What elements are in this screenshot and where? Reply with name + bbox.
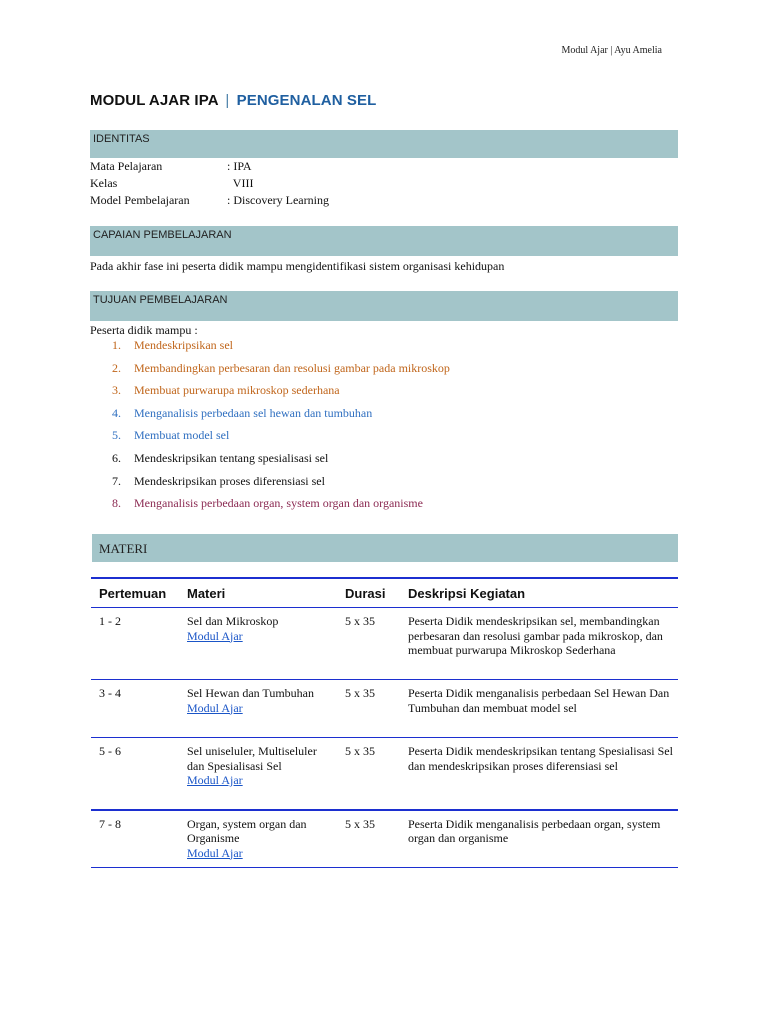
title-main: MODUL AJAR IPA bbox=[90, 92, 219, 109]
materi-text: Sel Hewan dan Tumbuhan bbox=[187, 686, 314, 700]
document-title bbox=[90, 92, 376, 109]
table-row bbox=[91, 680, 678, 738]
tujuan-item bbox=[112, 383, 450, 406]
tujuan-item bbox=[112, 338, 450, 361]
capaian-text: Pada akhir fase ini peserta didik mampu mengidentifikasi sistem organisasi kehidupan bbox=[90, 259, 505, 273]
schedule-table bbox=[91, 577, 678, 868]
tujuan-item-text: Menganalisis perbedaan sel hewan dan tumbuhan bbox=[134, 405, 373, 420]
cell-deskripsi: Peserta Didik menganalisis perbedaan Sel Hewan Dan Tumbuhan dan membuat model sel bbox=[400, 680, 678, 738]
materi-text: Sel dan Mikroskop bbox=[187, 614, 279, 628]
column-header-pertemuan: Pertemuan bbox=[91, 578, 179, 608]
tujuan-intro: Peserta didik mampu : bbox=[90, 323, 198, 337]
tujuan-item bbox=[112, 474, 450, 497]
tujuan-item-text: Mendeskripsikan tentang spesialisasi sel bbox=[134, 450, 329, 465]
identitas-key: Model Pembelajaran bbox=[90, 193, 190, 207]
page-header-author: Modul Ajar | Ayu Amelia bbox=[561, 45, 662, 56]
section-header-materi: MATERI bbox=[92, 534, 678, 562]
tujuan-list bbox=[112, 338, 450, 519]
cell-durasi: 5 x 35 bbox=[337, 608, 400, 680]
tujuan-item-text: Mendeskripsikan proses diferensiasi sel bbox=[134, 473, 325, 488]
modul-ajar-link[interactable]: Modul Ajar bbox=[187, 773, 243, 787]
cell-deskripsi: Peserta Didik mendeskripsikan tentang Spesialisasi Sel dan mendeskripsikan proses diferensiasi sel bbox=[400, 738, 678, 810]
cell-deskripsi: Peserta Didik menganalisis perbedaan organ, system organ dan organisme bbox=[400, 810, 678, 868]
cell-durasi: 5 x 35 bbox=[337, 738, 400, 810]
identitas-list bbox=[90, 158, 329, 209]
section-header-tujuan: TUJUAN PEMBELAJARAN bbox=[90, 291, 678, 321]
tujuan-item bbox=[112, 451, 450, 474]
identitas-key: Kelas bbox=[90, 176, 118, 190]
cell-materi bbox=[179, 680, 337, 738]
cell-materi bbox=[179, 608, 337, 680]
cell-materi bbox=[179, 738, 337, 810]
tujuan-item-text: Mendeskripsikan sel bbox=[134, 338, 233, 352]
materi-text: Sel uniseluler, Multiseluler dan Spesialisasi Sel bbox=[187, 744, 317, 773]
tujuan-item-number: 1. bbox=[112, 338, 121, 352]
modul-ajar-link[interactable]: Modul Ajar bbox=[187, 700, 243, 715]
identitas-row bbox=[90, 158, 329, 175]
identitas-value: : Discovery Learning bbox=[227, 193, 329, 207]
title-separator: | bbox=[225, 92, 230, 109]
cell-deskripsi: Peserta Didik mendeskripsikan sel, membandingkan perbesaran dan resolusi gambar pada mikroskop, dan membuat purwarupa Mikroskop Sederhana bbox=[400, 608, 678, 680]
column-header-deskripsi: Deskripsi Kegiatan bbox=[400, 578, 678, 608]
table-header-row bbox=[91, 578, 678, 608]
identitas-row bbox=[90, 192, 329, 209]
cell-pertemuan: 1 - 2 bbox=[91, 608, 179, 680]
identitas-key: Mata Pelajaran bbox=[90, 159, 163, 173]
tujuan-item-number: 4. bbox=[112, 405, 121, 420]
cell-pertemuan: 5 - 6 bbox=[91, 738, 179, 810]
tujuan-item-number: 7. bbox=[112, 473, 121, 488]
tujuan-item-number: 5. bbox=[112, 428, 121, 443]
tujuan-item-text: Menganalisis perbedaan organ, system organ dan organisme bbox=[134, 496, 423, 511]
materi-text: Organ, system organ dan Organisme bbox=[187, 816, 307, 845]
tujuan-item-text: Membandingkan perbesaran dan resolusi gambar pada mikroskop bbox=[134, 360, 450, 375]
title-subtitle: PENGENALAN SEL bbox=[236, 92, 377, 109]
cell-durasi: 5 x 35 bbox=[337, 810, 400, 868]
cell-materi bbox=[179, 810, 337, 868]
table-row bbox=[91, 608, 678, 680]
tujuan-item bbox=[112, 428, 450, 451]
identitas-value: : IPA bbox=[227, 159, 252, 173]
tujuan-item-number: 2. bbox=[112, 360, 121, 375]
tujuan-item bbox=[112, 406, 450, 429]
tujuan-item bbox=[112, 361, 450, 384]
tujuan-item-number: 8. bbox=[112, 496, 121, 511]
cell-durasi: 5 x 35 bbox=[337, 680, 400, 738]
table-row bbox=[91, 738, 678, 810]
cell-pertemuan: 7 - 8 bbox=[91, 810, 179, 868]
tujuan-item bbox=[112, 496, 450, 519]
schedule-body bbox=[91, 608, 678, 868]
cell-pertemuan: 3 - 4 bbox=[91, 680, 179, 738]
section-header-identitas: IDENTITAS bbox=[90, 130, 678, 158]
column-header-durasi: Durasi bbox=[337, 578, 400, 608]
column-header-materi: Materi bbox=[179, 578, 337, 608]
section-header-capaian: CAPAIAN PEMBELAJARAN bbox=[90, 226, 678, 256]
tujuan-item-number: 6. bbox=[112, 450, 121, 465]
modul-ajar-link[interactable]: Modul Ajar bbox=[187, 845, 243, 860]
tujuan-item-text: Membuat model sel bbox=[134, 428, 230, 443]
identitas-value: VIII bbox=[227, 176, 254, 190]
table-row bbox=[91, 810, 678, 868]
modul-ajar-link[interactable]: Modul Ajar bbox=[187, 628, 243, 643]
identitas-row bbox=[90, 175, 329, 192]
tujuan-item-text: Membuat purwarupa mikroskop sederhana bbox=[134, 383, 340, 398]
tujuan-item-number: 3. bbox=[112, 383, 121, 398]
